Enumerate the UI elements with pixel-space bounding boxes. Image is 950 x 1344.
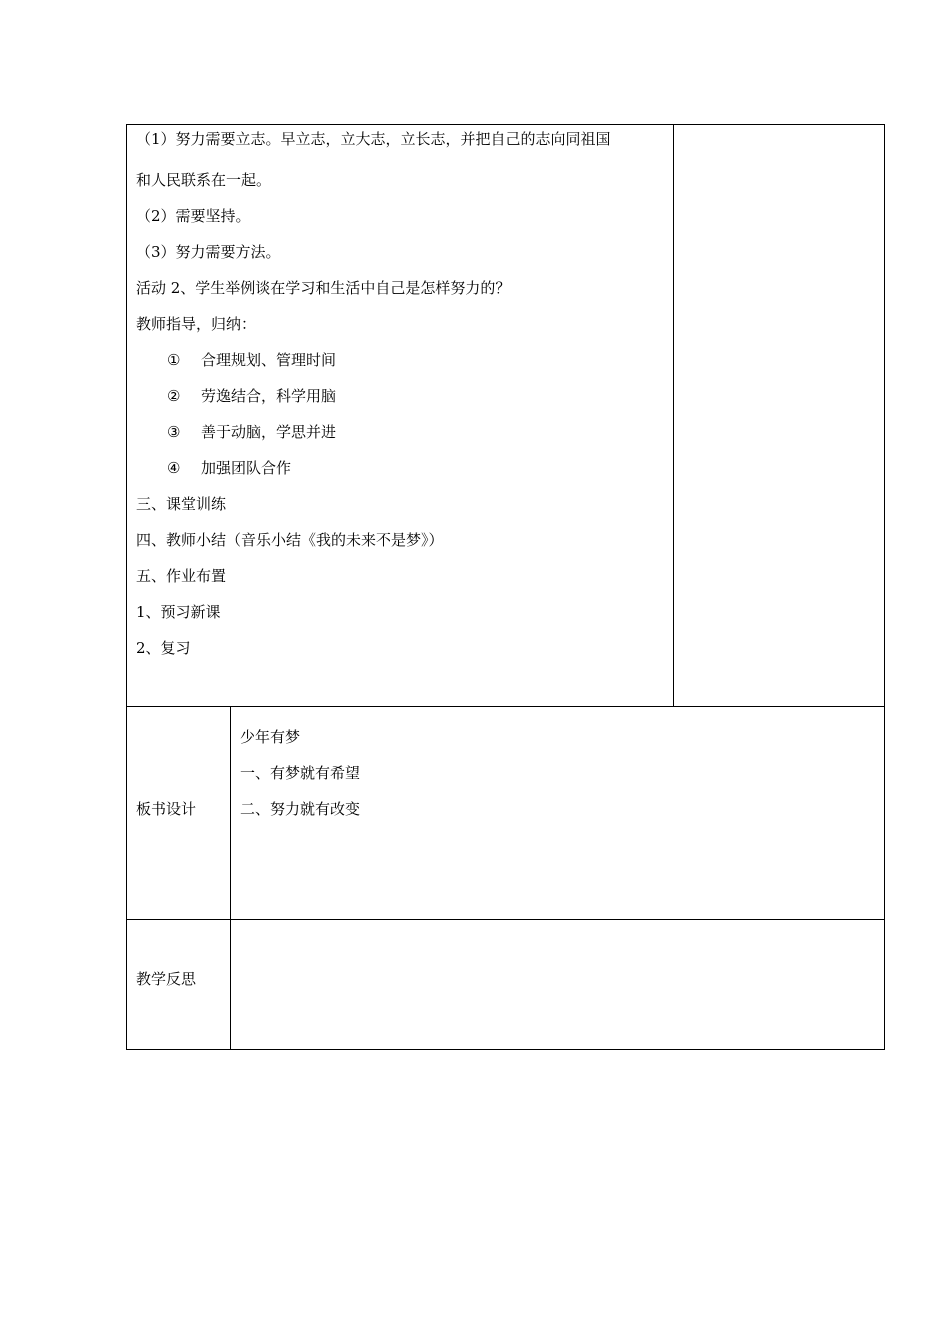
method-item	[167, 422, 336, 442]
content-line: （3）努力需要方法。	[136, 243, 281, 261]
board-title: 少年有梦	[240, 728, 301, 746]
method-text: 合理规划、管理时间	[201, 351, 337, 369]
board-line: 二、努力就有改变	[240, 800, 361, 818]
method-item	[167, 350, 336, 370]
reflection-content-cell	[230, 919, 885, 1050]
method-item	[167, 386, 336, 406]
method-item	[167, 458, 291, 478]
method-mark: ③	[167, 423, 181, 441]
reflection-label-cell	[126, 919, 231, 1050]
board-line: 一、有梦就有希望	[240, 764, 361, 782]
content-line: （2）需要坚持。	[136, 207, 251, 225]
content-line: （1）努力需要立志。早立志，立大志，立长志，并把自己的志向同祖国	[136, 130, 611, 148]
method-mark: ②	[167, 387, 181, 405]
content-line: 三、课堂训练	[136, 495, 227, 513]
content-line: 2、复习	[136, 639, 191, 657]
board-design-content-cell	[230, 706, 885, 920]
method-text: 加强团队合作	[201, 459, 292, 477]
content-line: 和人民联系在一起。	[136, 171, 272, 189]
content-line: 活动 2、学生举例谈在学习和生活中自己是怎样努力的？	[136, 279, 511, 297]
content-line: 教师指导，归纳：	[136, 315, 257, 333]
board-design-label: 板书设计	[136, 800, 197, 818]
method-text: 劳逸结合，科学用脑	[201, 387, 337, 405]
method-mark: ①	[167, 351, 181, 369]
board-design-label-cell	[126, 706, 231, 920]
lesson-content-cell	[126, 124, 674, 707]
method-text: 善于动脑，学思并进	[201, 423, 337, 441]
content-line: 五、作业布置	[136, 567, 227, 585]
content-line: 1、预习新课	[136, 603, 221, 621]
side-notes-cell	[673, 124, 885, 707]
reflection-label: 教学反思	[136, 970, 197, 988]
method-mark: ④	[167, 459, 181, 477]
content-line: 四、教师小结（音乐小结《我的未来不是梦》）	[136, 531, 444, 549]
